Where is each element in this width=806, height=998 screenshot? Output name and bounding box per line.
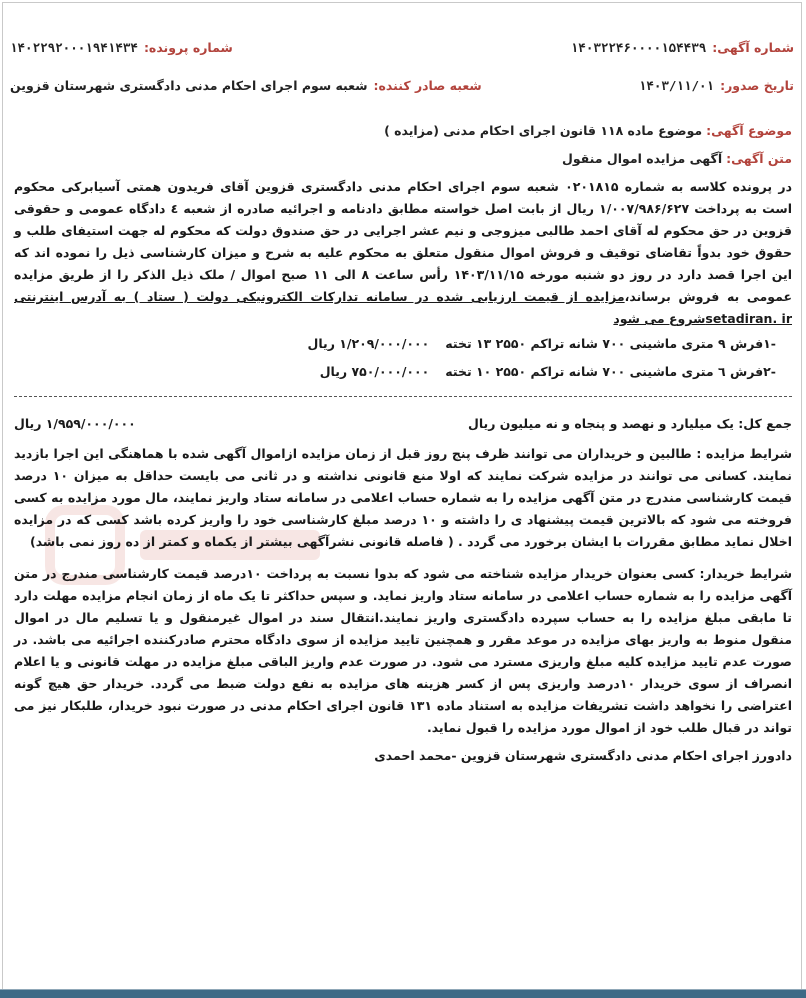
case-number-value: ۱۴۰۲۲۹۲۰۰۰۱۹۴۱۴۳۴ <box>10 39 138 55</box>
body-label: متن آگهی: <box>726 151 792 166</box>
body-title: آگهی مزایده اموال منقول <box>561 151 723 166</box>
notice-number-value: ۱۴۰۳۲۲۴۶۰۰۰۰۱۵۴۴۳۹ <box>570 39 707 55</box>
subject-value: موضوع ماده ۱۱۸ قانون اجرای احکام مدنی (مزایده ) <box>384 123 703 138</box>
intro-paragraph <box>14 176 792 330</box>
buyer-conditions: شرایط خریدار: کسی بعنوان خریدار مزایده شناخته می شود که بدوا نسبت به پرداخت ۱۰درصد قیمت کارشناسی مندرج در متن آگهی مزایده را به شماره حساب اعلامی در سامانه ستاد واریز نماید. و سپس حداکثر تا یک ماه از زمان انجام مزایده مهلت دارد تا مابقی مبلغ مزایده را به حساب سپرده دادگستری واریز نمایند.انتقال سند در اموال غیرمنقول و یا تسلیم مال در اموال منقول منوط به واریز بهای مزایده در موعد مقرر و همچنین تایید مزایده از سوی دادگاه محترم صادرکننده اجرائیه می باشد. در صورت عدم تایید مزایده کلیه مبلغ واریزی مسترد می شود. در صورت عدم واریز الباقی مبلغ مزایده در مهلت قانونی و یا اعلام انصراف از سوی خریدار ۱۰درصد واریزی پس از کسر هزینه های مزایده به نفع دولت ضبط می گردد. خریدار حق هیچ گونه اعتراضی را نخواهد داشت تشریفات مزایده به استناد ماده ۱۳۱ قانون اجرای احکام مدنی در صورت نبود خریدار، طلبکار نیز می تواند در قبال طلب خود از اموال مورد مزایده را قبول نماید. <box>14 566 793 735</box>
total-text: جمع کل: یک میلیارد و نهصد و پنجاه و نه میلیون ریال <box>468 416 792 431</box>
notice-header <box>10 28 794 104</box>
issue-date <box>639 78 794 93</box>
intro-text: در پرونده کلاسه به شماره ۰۲۰۱۸۱۵ شعبه سوم اجرای احکام مدنی دادگستری قزوین آقای فریدون همتی آسیابرکی محکوم است به پرداخت ۱/۰۰۷/۹۸۶/۶۲۷ ریال از بابت اصل خواسته مطابق دادنامه و اجرائیه صادره از شعبه ٤ دادگاه عمومی و حقوقی قزوین در حق محکوم له آقای احمد طالبی میزوجی و نیم عشر اجرایی در حق صندوق دولت که محکوم له جهت استیفای طلب و حقوق خود بدواً تقاضای توقیف و فروش اموال منقول متعلق به محکوم علیه به شرح و میزان کارشناسی ذیل را نموده اند که این اجرا قصد دارد در روز دو شنبه مورخه ۱۴۰۳/۱۱/۱۵ رأس ساعت ۸ الی ۱۱ صبح اموال / ملک ذیل الذکر را از طریق مزایده عمومی به فروش برساند، <box>14 179 792 304</box>
subject-line <box>14 120 792 142</box>
issue-date-label: تاریخ صدور: <box>720 77 794 93</box>
notice-content <box>14 120 792 767</box>
issuer-label: شعبه صادر کننده: <box>373 77 482 93</box>
case-number <box>10 40 233 55</box>
item-description: -۲فرش ٦ متری ماشینی ۷۰۰ شانه تراکم ۲۵۵۰ ۱۰ تخته <box>445 364 776 379</box>
issuer-value: شعبه سوم اجرای احکام مدنی دادگستری شهرستان قزوین <box>10 77 368 93</box>
issue-date-value: ۱۴۰۳/۱۱/۰۱ <box>638 77 715 93</box>
list-item <box>14 358 792 386</box>
subject-label: موضوع آگهی: <box>706 123 792 138</box>
signature: دادورز اجرای احکام مدنی دادگستری شهرستان قزوین -محمد احمدی <box>374 748 792 763</box>
starts-text: شروع می شود <box>613 311 706 326</box>
divider <box>14 396 792 397</box>
item-description: -۱فرش ۹ متری ماشینی ۷۰۰ شانه تراکم ۲۵۵۰ ۱۳ تخته <box>445 336 776 351</box>
issuer <box>10 78 482 93</box>
notice-number-label: شماره آگهی: <box>712 39 794 55</box>
list-item <box>14 330 792 358</box>
header-row-2 <box>10 66 794 104</box>
header-row-1 <box>10 28 794 66</box>
bottom-bar <box>0 989 806 998</box>
total-row <box>14 405 792 443</box>
website-link[interactable]: setadiran. ir <box>705 311 792 326</box>
item-price: ۱/۲۰۹/۰۰۰/۰۰۰ ریال <box>307 336 430 351</box>
item-price: ۷۵۰/۰۰۰/۰۰۰ ریال <box>319 364 430 379</box>
auction-conditions: شرایط مزایده : طالبین و خریداران می توانند ظرف پنج روز قبل از زمان مزایده ازاموال آگهی شده با هماهنگی این اجرا بازدید نمایند. کسانی می توانند در مزایده شرکت نمایند که اولا منع قانونی نداشته و در ثانی می بایست حداقل به میزان ۱۰ درصد قیمت کارشناسی مندرج در متن آگهی مزایده را به شماره حساب اعلامی در سامانه ستاد واریز نمایند، مال مورد مزایده به کسی فروخته می شود که بالاترین قیمت پیشنهاد ی را داشته و ۱۰ درصد مبلغ کارشناسی خود را واریز کرده باشد کسی که در مزایده اخلال نماید مطابق مقررات با ایشان برخورد می گردد . ( فاصله قانونی نشرآگهی بیشتر از یکماه و کمتر از ده روز نمی باشد) <box>14 446 793 549</box>
case-number-label: شماره پرونده: <box>143 39 233 55</box>
body-title-line <box>14 148 792 170</box>
total-number: ۱/۹۵۹/۰۰۰/۰۰۰ ریال <box>14 416 136 431</box>
intro-underlined: مزایده از قیمت ارزیابی شده در سامانه تدارکات الکترونیکی دولت ( ستاد ) به آدرس اینترنتی <box>14 289 625 304</box>
notice-number <box>571 40 794 55</box>
